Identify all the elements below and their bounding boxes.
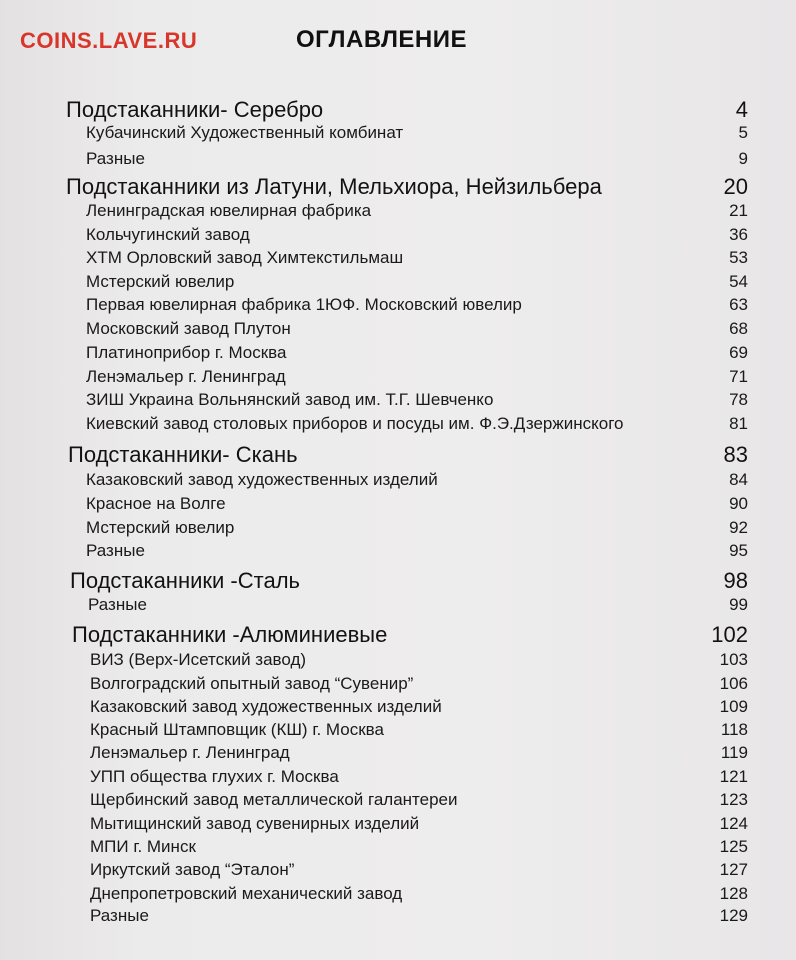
section-title: Подстаканники- Скань xyxy=(68,442,298,467)
page-number: 127 xyxy=(719,860,748,879)
page-number: 109 xyxy=(719,697,748,716)
page-number: 84 xyxy=(729,470,748,489)
page-number: 36 xyxy=(729,225,748,244)
entry-label: Мстерский ювелир xyxy=(86,272,235,291)
section-title: Подстаканники -Алюминиевые xyxy=(72,622,388,647)
entry-label: Щербинский завод металлической галантереи xyxy=(90,790,458,809)
entry-label: ВИЗ (Верх-Исетский завод) xyxy=(90,650,307,669)
entry-label: Красный Штамповщик (КШ) г. Москва xyxy=(90,720,384,739)
entry-label: Киевский завод столовых приборов и посуды им. Ф.Э.Дзержинского xyxy=(86,414,624,433)
section-title: Подстаканники из Латуни, Мельхиора, Нейзильбера xyxy=(66,174,602,199)
page-number: 118 xyxy=(720,720,748,739)
section-title: Подстаканники -Сталь xyxy=(70,568,301,593)
page-number: 68 xyxy=(729,319,748,338)
page-number: 90 xyxy=(729,494,748,513)
page-number: 121 xyxy=(719,767,748,786)
entry-label: Разные xyxy=(90,906,149,925)
page-number: 128 xyxy=(719,884,748,903)
entry-label: Иркутский завод “Эталон” xyxy=(90,860,295,879)
entry-label: Московский завод Плутон xyxy=(86,319,291,338)
page-number: 5 xyxy=(738,123,748,142)
entry-label: Днепропетровский механический завод xyxy=(90,884,403,903)
entry-label: УПП общества глухих г. Москва xyxy=(90,767,339,786)
page-number: 103 xyxy=(719,650,748,669)
page-number: 69 xyxy=(729,343,748,362)
entry-label: Казаковский завод художественных изделий xyxy=(90,697,442,716)
entry-label: Мытищинский завод сувенирных изделий xyxy=(90,814,420,833)
entry-label: МПИ г. Минск xyxy=(90,837,196,856)
section-title: Подстаканники- Серебро xyxy=(66,97,324,122)
page-number: 83 xyxy=(723,442,748,467)
page-number: 95 xyxy=(729,541,748,560)
entry-label: Платиноприбор г. Москва xyxy=(86,343,287,362)
page-number: 124 xyxy=(719,814,748,833)
entry-label: Волгоградский опытный завод “Сувенир” xyxy=(90,674,414,693)
page-number: 78 xyxy=(729,390,748,409)
page-number: 63 xyxy=(729,295,748,314)
entry-label: ЗИШ Украина Вольнянский завод им. Т.Г. Шевченко xyxy=(86,390,494,409)
page-title: ОГЛАВЛЕНИЕ xyxy=(296,26,468,53)
page-number: 81 xyxy=(729,414,748,433)
page-number: 71 xyxy=(729,367,748,386)
entry-label: Ленэмальер г. Ленинград xyxy=(90,743,290,762)
watermark: COINS.LAVE.RU xyxy=(20,28,198,53)
page-number: 21 xyxy=(729,201,748,220)
entry-label: Мстерский ювелир xyxy=(86,518,235,537)
page-number: 119 xyxy=(720,743,748,762)
page-number: 92 xyxy=(729,518,748,537)
entry-label: Разные xyxy=(86,149,145,168)
page-number: 123 xyxy=(719,790,748,809)
entry-label: Разные xyxy=(88,595,147,614)
page-number: 53 xyxy=(729,248,748,267)
page-number: 54 xyxy=(729,272,748,291)
entry-label: Ленэмальер г. Ленинград xyxy=(86,367,286,386)
page-number: 125 xyxy=(719,837,748,856)
page-number: 106 xyxy=(719,674,748,693)
entry-label: Ленинградская ювелирная фабрика xyxy=(86,201,372,220)
page-number: 102 xyxy=(711,622,748,647)
entry-label: Кольчугинский завод xyxy=(86,225,250,244)
entry-label: Первая ювелирная фабрика 1ЮФ. Московский ювелир xyxy=(86,295,522,314)
page-number: 99 xyxy=(729,595,748,614)
page-number: 4 xyxy=(735,97,748,122)
page-number: 20 xyxy=(723,174,748,199)
page-number: 98 xyxy=(723,568,748,593)
entry-label: Разные xyxy=(86,541,145,560)
entry-label: Кубачинский Художественный комбинат xyxy=(86,123,404,142)
page-number: 129 xyxy=(719,906,748,925)
entry-label: Казаковский завод художественных изделий xyxy=(86,470,438,489)
entry-label: ХТМ Орловский завод Химтекстильмаш xyxy=(86,248,404,267)
page-number: 9 xyxy=(738,149,748,168)
entry-label: Красное на Волге xyxy=(86,494,226,513)
